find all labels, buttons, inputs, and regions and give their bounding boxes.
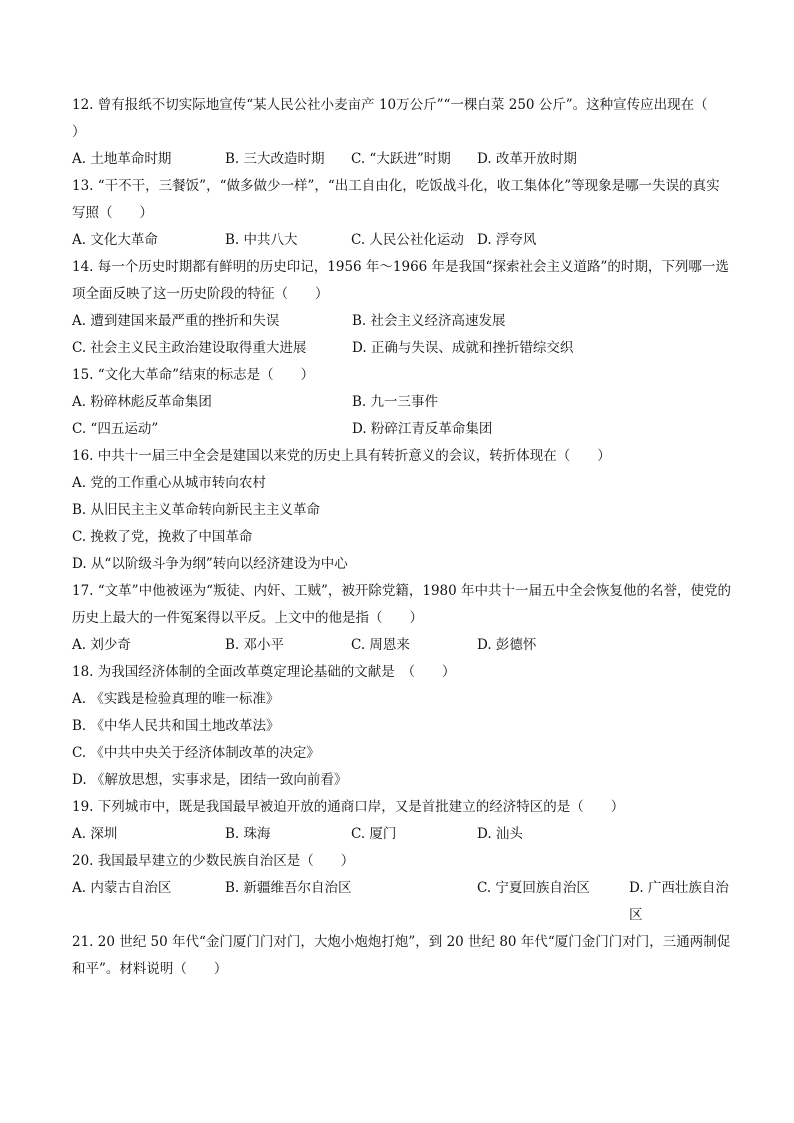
question-stem: 17. “文革”中他被诬为“叛徒、内奸、工贼”，被开除党籍，1980 年中共十一届五中全会恢复他的名誉，使党的历史上最大的一件冤案得以平反。上文中的他是指（ ） — [72, 583, 732, 626]
option-b: B. 从旧民主主义革命转向新民主主义革命 — [72, 502, 321, 518]
answer-options — [72, 470, 732, 578]
option-c: C. 宁夏回族自治区 — [477, 880, 590, 896]
option-b: B. 邓小平 — [225, 637, 285, 653]
option-d: D. 彭德怀 — [477, 637, 537, 653]
question-15 — [72, 362, 732, 443]
option-a: A. 内蒙古自治区 — [72, 880, 172, 896]
question-17 — [72, 578, 732, 659]
question-stem: 16. 中共十一届三中全会是建国以来党的历史上具有转折意义的会议，转折体现在（ ） — [72, 448, 611, 464]
option-a: A. 土地革命时期 — [72, 151, 172, 167]
answer-options — [72, 146, 732, 173]
answer-options — [72, 227, 732, 254]
option-d: D. 粉碎江青反革命集团 — [352, 421, 493, 437]
question-14 — [72, 254, 732, 362]
question-16 — [72, 443, 732, 578]
exam-page — [72, 92, 735, 983]
question-stem: 21. 20 世纪 50 年代“金门厦门门对门，大炮小炮炮打炮”，到 20 世纪 80 年代“厦门金门门对门，三通两制促和平”。材料说明（ ） — [72, 934, 731, 977]
option-c: C. “四五运动” — [72, 421, 159, 437]
option-a: A. 文化大革命 — [72, 232, 158, 248]
option-a: A. 《实践是检验真理的唯一标准》 — [72, 691, 280, 707]
option-d: D. 广西壮族自治区 — [629, 880, 729, 923]
option-b: B. 《中华人民共和国土地改革法》 — [72, 718, 280, 734]
option-d: D. 汕头 — [477, 826, 523, 842]
option-c: C. 社会主义民主政治建设取得重大进展 — [72, 340, 307, 356]
option-c: C. “大跃进”时期 — [351, 151, 451, 167]
option-a: A. 遭到建国来最严重的挫折和失误 — [72, 313, 280, 329]
question-stem: 15. “文化大革命”结束的标志是（ ） — [72, 367, 315, 383]
option-c: C. 厦门 — [351, 826, 397, 842]
option-d: D. 《解放思想，实事求是，团结一致向前看》 — [72, 772, 348, 788]
option-a: A. 粉碎林彪反革命集团 — [72, 394, 212, 410]
answer-options — [72, 632, 732, 659]
option-b: B. 三大改造时期 — [225, 151, 325, 167]
question-13 — [72, 173, 732, 254]
answer-options — [72, 389, 732, 443]
question-12 — [72, 92, 735, 173]
option-b: B. 珠海 — [225, 826, 271, 842]
option-b: B. 九一三事件 — [352, 394, 439, 410]
question-20 — [72, 848, 732, 929]
question-stem: 12. 曾有报纸不切实际地宣传“某人民公社小麦亩产 10万公斤”“一棵白菜 250 公斤”。这种宣传应出现在（ ） — [72, 97, 735, 140]
option-b: B. 中共八大 — [225, 232, 298, 248]
option-c: C. 《中共中央关于经济体制改革的决定》 — [72, 745, 320, 761]
option-b: B. 社会主义经济高速发展 — [352, 313, 506, 329]
answer-options — [72, 686, 732, 794]
question-stem: 13. “干不干，三餐饭”，“做多做少一样”，“出工自由化，吃饭战斗化，收工集体化”等现象是哪一失误的真实写照（ ） — [72, 178, 720, 221]
option-a: A. 党的工作重心从城市转向农村 — [72, 475, 266, 491]
question-stem: 19. 下列城市中，既是我国最早被迫开放的通商口岸，又是首批建立的经济特区的是（ ） — [72, 799, 625, 815]
option-a: A. 刘少奇 — [72, 637, 131, 653]
question-stem: 20. 我国最早建立的少数民族自治区是（ ） — [72, 853, 355, 869]
option-a: A. 深圳 — [72, 826, 118, 842]
option-c: C. 挽救了党，挽救了中国革命 — [72, 529, 253, 545]
question-stem: 18. 为我国经济体制的全面改革奠定理论基础的文献是 （ ） — [72, 664, 456, 680]
option-c: C. 周恩来 — [351, 637, 410, 653]
question-18 — [72, 659, 732, 794]
option-b: B. 新疆维吾尔自治区 — [225, 880, 352, 896]
option-d: D. 改革开放时期 — [477, 151, 577, 167]
question-21 — [72, 929, 732, 983]
option-d: D. 浮夸风 — [477, 232, 537, 248]
option-c: C. 人民公社化运动 — [351, 232, 464, 248]
answer-options — [72, 875, 732, 929]
question-19 — [72, 794, 732, 848]
question-stem: 14. 每一个历史时期都有鲜明的历史印记，1956 年～1966 年是我国“探索社会主义道路”的时期，下列哪一选项全面反映了这一历史阶段的特征（ ） — [72, 259, 729, 302]
answer-options — [72, 821, 732, 848]
option-d: D. 从“以阶级斗争为纲”转向以经济建设为中心 — [72, 556, 348, 572]
answer-options — [72, 308, 732, 362]
option-d: D. 正确与失误、成就和挫折错综交织 — [352, 340, 574, 356]
